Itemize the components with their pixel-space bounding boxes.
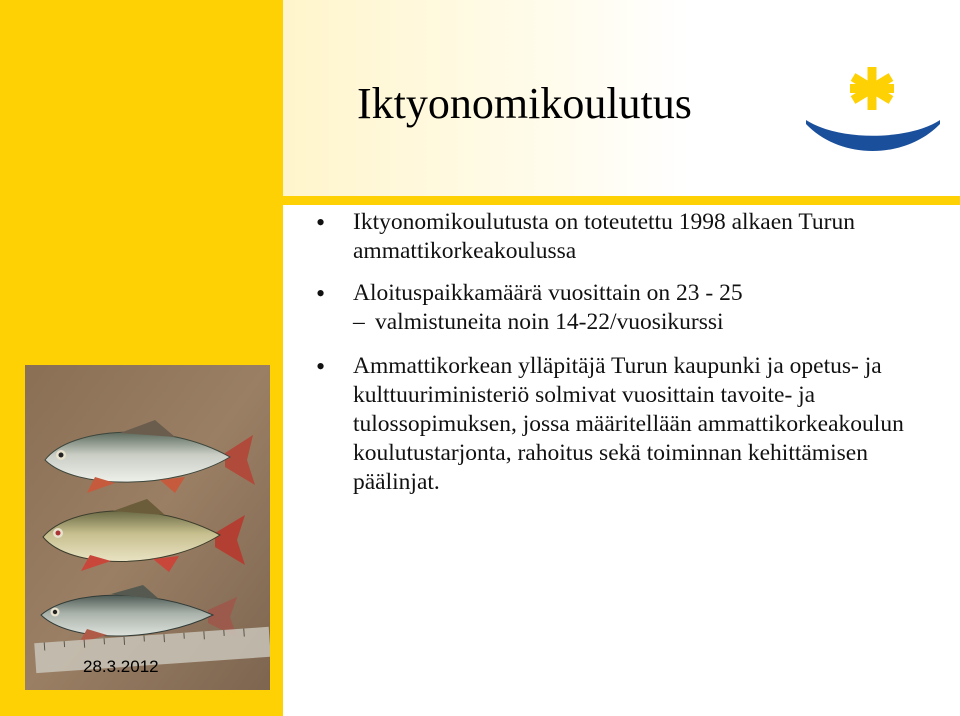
sub-bullet: [353, 308, 936, 337]
bullet-list: [316, 208, 936, 497]
sub-bullet-text: valmistuneita noin 14-22/vuosikurssi: [375, 309, 724, 335]
dash-marker: –: [353, 309, 365, 335]
divider-yellow-band: [283, 196, 960, 205]
slide-title: Iktyonomikoulutus: [357, 79, 692, 128]
asterisk-smile-logo-icon: [800, 62, 945, 162]
slide-date: 28.3.2012: [83, 657, 159, 676]
bullet-text: Aloituspaikkamäärä vuosittain on 23 - 25: [353, 280, 743, 306]
bullet-text: Ammattikorkean ylläpitäjä Turun kaupunki ja opetus- ja kulttuuriministeriö solmivat vuosittain tavoite- ja tulossopimuksen, jossa määritellään ammattikorkeakoulun koulutustarjonta, rahoitus sekä toiminnan kehittämisen päälinjat.: [353, 353, 904, 495]
bullet-text: Iktyonomikoulutusta on toteutettu 1998 alkaen Turun ammattikorkeakoulussa: [353, 209, 855, 264]
bullet-item: [316, 279, 936, 337]
bullet-content: [316, 208, 936, 497]
fish-photo: [25, 365, 270, 690]
bullet-item: [316, 352, 936, 497]
bullet-item: [316, 208, 936, 266]
